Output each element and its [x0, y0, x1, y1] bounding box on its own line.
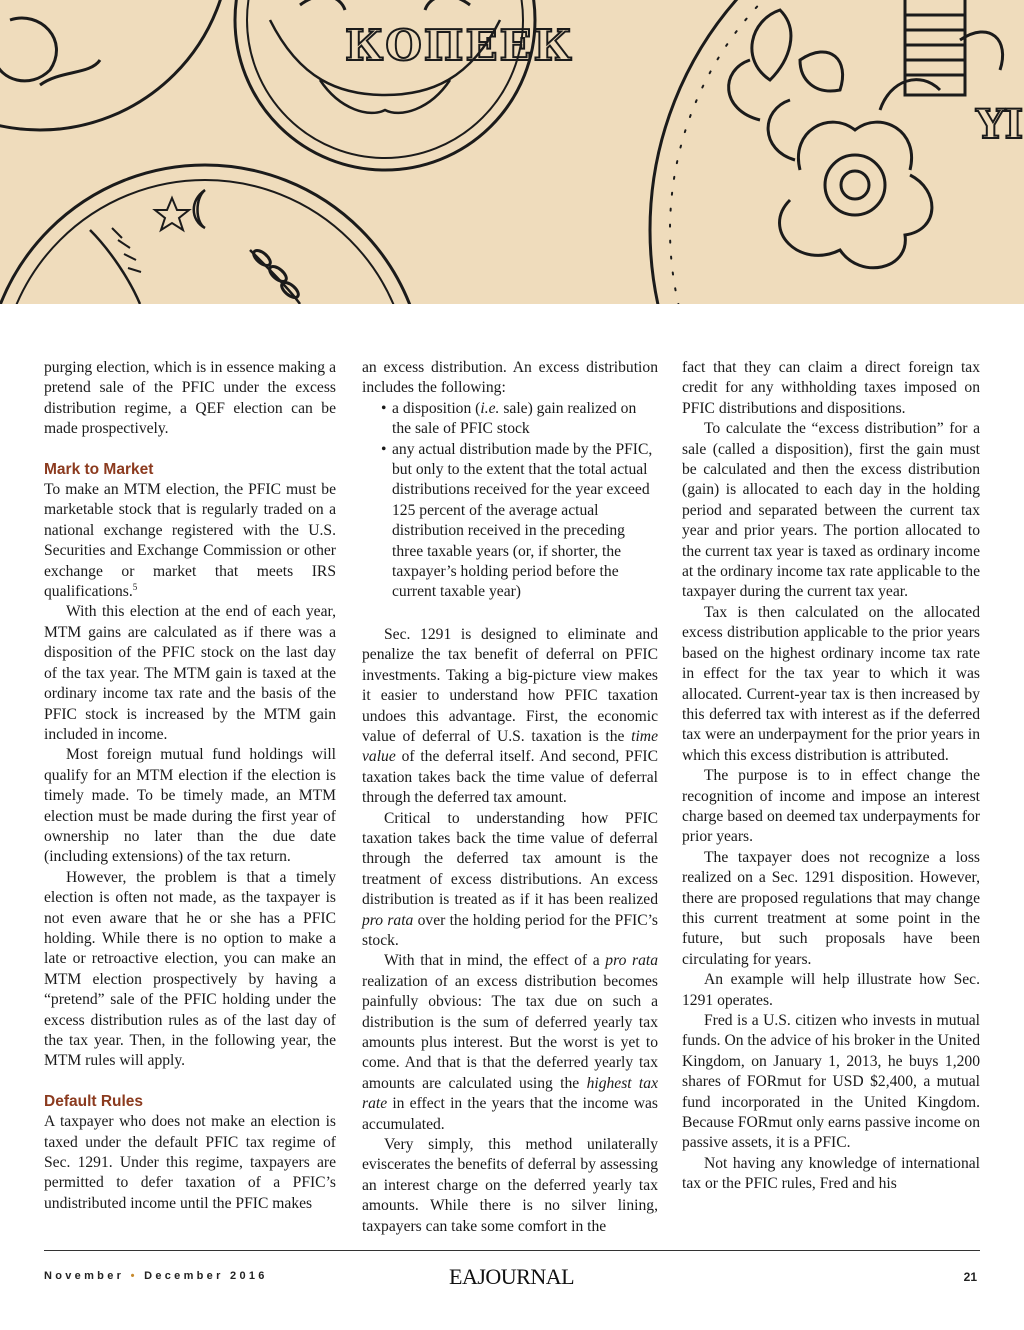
col2-paragraph-4: With that in mind, the effect of a pro rata realization of an excess distribution becomes painfully obvious: The tax due on such a distribution is the sum of deferred yearly tax amounts plus interest. But the worst is yet to come. And that is that the deferred yearly tax amounts are calculated using the highest tax rate in effect in the years that the income was accumulated.: [362, 952, 658, 1133]
issue-date: November • December 2016: [44, 1270, 268, 1282]
star-icon: [155, 198, 189, 230]
coin-text-yi: YI: [976, 101, 1024, 148]
col1-paragraph-1: purging election, which is in essence making a pretend sale of the PFIC under the excess distribution regime, a QEF election can be made prospectively.: [44, 359, 336, 438]
footer-divider: [44, 1250, 980, 1251]
coin-outline-right: [650, 0, 1024, 304]
col1-paragraph-4: Most foreign mutual fund holdings will qualify for an MTM election if the election is timely made. To be timely made, an MTM election must be made during the first year of ownership no later than the due date (including extensions) of the tax return.: [44, 746, 336, 866]
ea-journal-logo: EAJOURNAL: [449, 1264, 575, 1289]
col2-paragraph-3: Critical to understanding how PFIC taxation takes back the time value of deferral through the deferred tax amount is the treatment of excess distributions. An excess distribution is treated as if it has been realized pro rata over the holding period for the PFIC’s stock.: [362, 809, 658, 949]
column-1: [44, 358, 336, 1214]
col1-paragraph-3: With this election at the end of each year, MTM gains are calculated as if there was a disposition of the PFIC stock on the last day of the tax year. The MTM gain is taxed at the ordinary income tax rate and the basis of the PFIC stock is increased by the MTM gain included in income.: [44, 603, 336, 743]
col3-paragraph-1: fact that they can claim a direct foreign tax credit for any withholding taxes imposed on PFIC distributions and dispositions.: [682, 359, 980, 417]
col2-paragraph-1: an excess distribution. An excess distribution includes the following:: [362, 359, 658, 397]
coin-left-ornament: [0, 18, 56, 81]
col3-paragraph-7: Fred is a U.S. citizen who invests in mutual funds. On the advice of his broker in the United Kingdom, on January 1, 2013, he buys 1,200 shares of FORmut for USD $2,400, a mutual fund incorporated in the United Kingdom. Because FORmut only earns passive income on passive assets, it is a PFIC.: [682, 1012, 980, 1152]
col3-paragraph-4: The purpose is to in effect change the recognition of income and impose an interest charge based on deemed tax underpayments for prior years.: [682, 767, 980, 846]
col1-paragraph-5: However, the problem is that a timely election is often not made, as the taxpayer is not even aware that he or she has a PFIC holding. While there is no option to make a late or retroactive election, you can make an MTM election prospectively by having a “pretend” sale of the PFIC holding under the excess distribution rules as of the last day of the tax year. Then, in the following year, the MTM rules will apply.: [44, 868, 336, 1070]
crescent-icon: [194, 190, 205, 228]
coins-illustration: [0, 0, 1024, 304]
page-number: 21: [963, 1270, 977, 1284]
coin-outline-bottom-left: [0, 165, 425, 304]
excess-distribution-list: [362, 399, 658, 603]
col3-paragraph-2: To calculate the “excess distribution” for a sale (called a disposition), first the gain must be calculated and then the excess distribution (gain) is allocated to each day in the holding period and separated between the current tax year and prior years. The portion allocated to the current tax year is taxed as ordinary income at the ordinary income tax rate applicable to the taxpayer during the current tax year.: [682, 420, 980, 601]
column-2: [362, 358, 658, 1237]
peony-flower: [729, 10, 1003, 268]
col3-paragraph-6: An example will help illustrate how Sec. 1291 operates.: [682, 971, 980, 1009]
list-item: • any actual distribution made by the PFIC, but only to the extent that the total actual distributions received for the year exceed 125 percent of the average actual distribution received in the preceding three taxable years (or, if shorter, the taxpayer’s holding period before the current taxable year): [392, 440, 658, 603]
col3-paragraph-5: The taxpayer does not recognize a loss realized on a Sec. 1291 disposition. However, there are proposed regulations that may change this current treatment at some point in the future, but such proposals have been circulating for years.: [682, 848, 980, 968]
col3-paragraph-8: Not having any knowledge of international tax or the PFIC rules, Fred and his: [682, 1154, 980, 1193]
footnote-5: 5: [132, 581, 138, 592]
heading-default-rules: Default Rules: [44, 1092, 144, 1110]
header-illustration: [0, 0, 1024, 304]
coin-text-kopeek: КОПЕЕК: [345, 21, 574, 70]
col1-paragraph-2: To make an MTM election, the PFIC must be marketable stock that is regularly traded on a national exchange registered with the U.S. Securities and Exchange Commission or other exchange or market that meets IRS qualifications.$^5$: [44, 481, 336, 601]
col2-paragraph-5: Very simply, this method unilaterally eviscerates the benefits of deferral by assessing an interest charge on the deferred yearly tax amounts. While there is no silver lining, taxpayers can take some comfort in the: [362, 1136, 658, 1235]
col3-paragraph-3: Tax is then calculated on the allocated excess distribution applicable to the prior years based on the highest ordinary income tax rate in effect for the tax year to which it was allocated. Current-year tax is then increased by this deferred tax with interest as if the deferred tax were an underpayment for the prior years in which this excess distribution is attributed.: [682, 603, 980, 764]
column-3: [682, 358, 980, 1195]
col2-paragraph-2: Sec. 1291 is designed to eliminate and penalize the tax benefit of deferral on PFIC investments. Taking a big-picture view makes it easier to understand how PFIC taxation undoes this advantage. First, the economic value of deferral of U.S. taxation is the time value of the deferral itself. And second, PFIC taxation takes back the time value of deferral through the deferred tax amount.: [362, 625, 658, 807]
heading-mark-to-market: Mark to Market: [44, 460, 154, 478]
col1-paragraph-6: A taxpayer who does not make an election is taxed under the default PFIC tax regime of Sec. 1291. Under this regime, taxpayers are permitted to defer taxation of a PFIC’s undistributed income until the PFIC makes: [44, 1113, 336, 1212]
list-item: • a disposition (i.e. sale) gain realized on the sale of PFIC stock: [392, 399, 658, 440]
